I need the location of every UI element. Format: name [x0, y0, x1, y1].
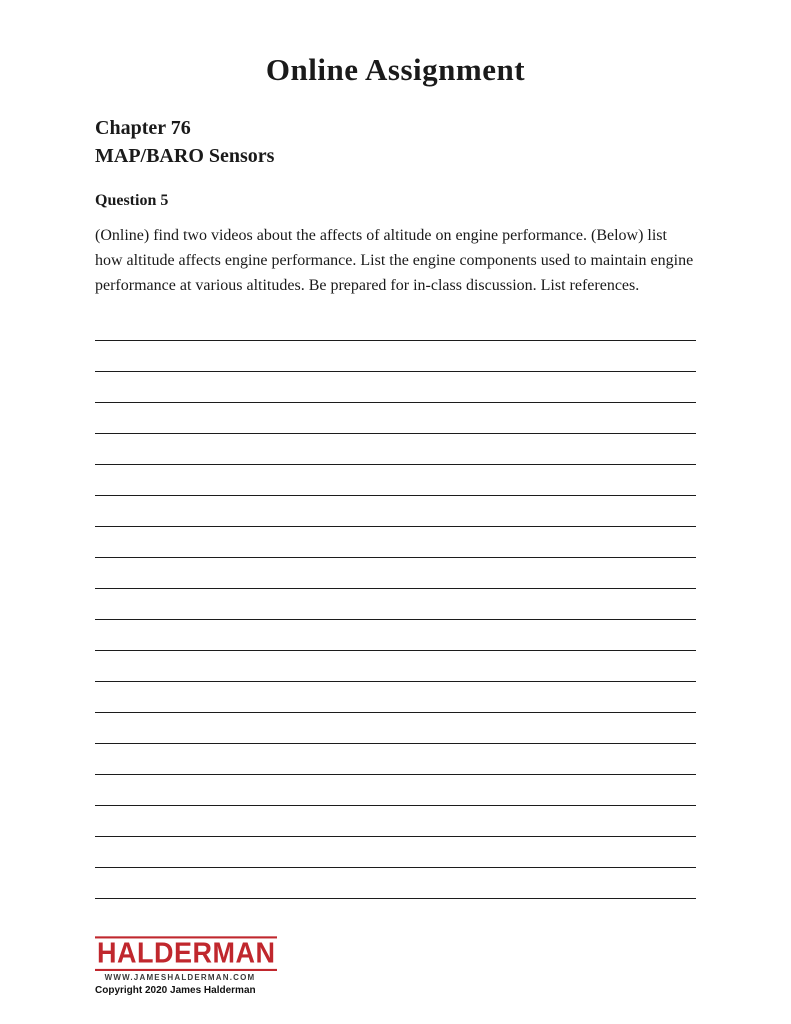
footer: [95, 938, 277, 996]
answer-line: [95, 868, 696, 899]
answer-line: [95, 341, 696, 372]
answer-line: [95, 806, 696, 837]
answer-line: [95, 589, 696, 620]
answer-line: [95, 837, 696, 868]
answer-line: [95, 713, 696, 744]
answer-lines: [95, 310, 696, 899]
answer-line: [95, 620, 696, 651]
copyright-text: Copyright 2020 James Halderman: [95, 985, 256, 996]
page-title: Online Assignment: [265, 52, 526, 87]
answer-line: [95, 651, 696, 682]
answer-line: [95, 403, 696, 434]
answer-line: [95, 496, 696, 527]
answer-line: [95, 775, 696, 806]
halderman-logo: HALDERMAN: [95, 936, 277, 971]
answer-line: [95, 310, 696, 341]
answer-line: [95, 558, 696, 589]
answer-line: [95, 744, 696, 775]
chapter-subtitle: MAP/BARO Sensors: [95, 145, 275, 167]
question-label: Question 5: [95, 192, 169, 209]
instructions-text: (Online) find two videos about the affects of altitude on engine performance. (Below) list how altitude affects engine performance. List the engine components used to maintain engine performance at various altitudes. Be prepared for in-class discussion. List references.: [95, 227, 694, 294]
answer-line: [95, 372, 696, 403]
chapter-heading: Chapter 76: [95, 117, 191, 139]
answer-line: [95, 682, 696, 713]
answer-line: [95, 527, 696, 558]
answer-line: [95, 434, 696, 465]
logo-url-text: WWW.JAMESHALDERMAN.COM: [104, 973, 256, 982]
answer-line: [95, 465, 696, 496]
